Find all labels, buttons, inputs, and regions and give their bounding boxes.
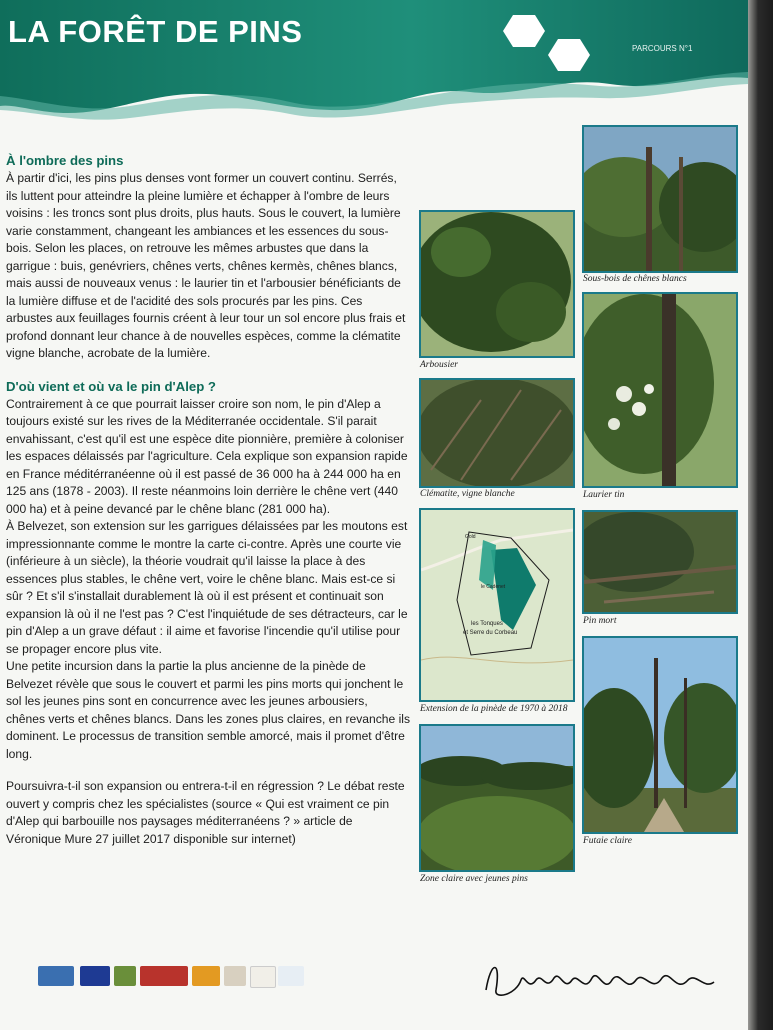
logo [192,966,220,986]
text-column [6,152,410,848]
parcours-label: PARCOURS N°1 [632,44,693,53]
photo-caption: Clématite, vigne blanche [420,489,515,499]
photo-clematite [419,378,575,488]
logo [250,966,276,988]
photo-caption: Sous-bois de chênes blancs [583,274,687,284]
board-edge [748,0,773,1030]
signature [476,950,726,1010]
photo-laurier [582,292,738,488]
page-title: LA FORÊT DE PINS [8,14,303,49]
photo-caption: Extension de la pinède de 1970 à 2018 [420,704,568,714]
map-label: Gold [465,534,476,540]
logo [38,966,74,986]
section-body: Contrairement à ce que pourrait laisser croire son nom, le pin d'Alep a toujours existé sur les rives de la Méditerranée occidentale. S'il parait envahissant, c'est qu'il est une espèce dite pionnière, première à coloniser les espaces délaissés par l'agriculture. Cela explique son expansion rapide en France méditérranéenne où il est passé de 36 000 ha à 244 000 ha en 125 ans (1878 - 2003). Il reste néanmoins loin derrière le chêne vert (440 000 ha) et à peine devancé par le chêne blanc (281 000 ha). [6,396,408,516]
header-banner [0,0,748,130]
section-heading: À l'ombre des pins [6,153,124,168]
photo-arbousier [419,210,575,358]
photo-caption: Futaie claire [583,836,632,846]
map-label: le Cadenet [481,584,506,590]
section-body: Une petite incursion dans la partie la plus ancienne de la pinède de Belvezet révèle que sous le couvert et parmi les pins morts qui jonchent le sol les jeunes pins sont en concurrence avec les jeunes arbousiers, chênes verts et chênes blancs. Dans les zones plus claires, en revanche ils dominent. Le processus de transition semble amorcé, mais il promet d'être long. [6,659,411,761]
partner-logos [38,962,358,998]
map-label: les Tonques [471,621,503,627]
map-pinede [419,508,575,702]
photo-caption: Zone claire avec jeunes pins [420,874,528,884]
section-body: Poursuivra-t-il son expansion ou entrera-t-il en régression ? Le débat reste ouvert y compris chez les spécialistes (source « Qui est vraiment ce pin d'Alep qui barbouille nos paysages méditerranéens ? » article de Véronique Mure 27 juillet 2017 disponible sur internet) [6,779,405,846]
photo-caption: Arbousier [420,360,458,370]
occitanie-logo [140,966,188,986]
logo [278,966,304,986]
section-heading: D'où vient et où va le pin d'Alep ? [6,378,216,394]
logo [224,966,246,986]
logo [114,966,136,986]
logo [310,966,332,986]
signature-drawing [476,950,726,1010]
photo-caption: Pin mort [583,616,617,626]
photo-pinmort [582,510,738,614]
section-body: À partir d'ici, les pins plus denses vont former un couvert continu. Serrés, ils luttent pour atteindre la pleine lumière et échapper à l'ombre de leurs voisins : les troncs sont plus droits, plus hauts. Sous le couvert, la lumière varie constamment, changeant les ambiances et les essences du sous-bois. Selon les places, on retrouve les mêmes arbustes que dans la garrigue : buis, genévriers, chênes verts, chênes kermès, chênes blancs, mais aussi de nouveaux venus : le laurier tin et l'arbousier bénéficiants de la lumière diffuse et de l'acidité des sols procurés par les pins. Ces arbustes aux feuillages fournis créent à leur tour un sol encore plus frais et profond donnant leur chance à de nouvelles espèces, comme la clématite vigne blanche, acrobate de la lumière. [6,171,406,360]
eu-flag-logo [80,966,110,986]
hexagon-icon [502,14,546,48]
hexagon-icon [547,38,591,72]
photo-zoneclaire [419,724,575,872]
section-body: À Belvezet, son extension sur les garrigues délaissées par les moutons est impressionnante comme le montre la carte ci-contre. Après une courte vie (inférieure à un siècle), la théorie voudrait qu'il laisse la place à des essences plus stables, le chêne vert, voire le chêne blanc. Mais est-ce si sûr ? Et s'il s'installait durablement là où il est présent et continuait son expansion là où il ne l'est pas ? C'est l'inquiétude de ses détracteurs, car le pin d'Alep a un grave défaut : il aime et favorise l'incendie qu'il utilise pour se propager encore plus vite. [6,519,408,656]
photo-caption: Laurier tin [583,490,625,500]
map-label: et Serre du Corbeau [463,630,518,636]
photo-sousbois [582,125,738,273]
photo-futaie [582,636,738,834]
